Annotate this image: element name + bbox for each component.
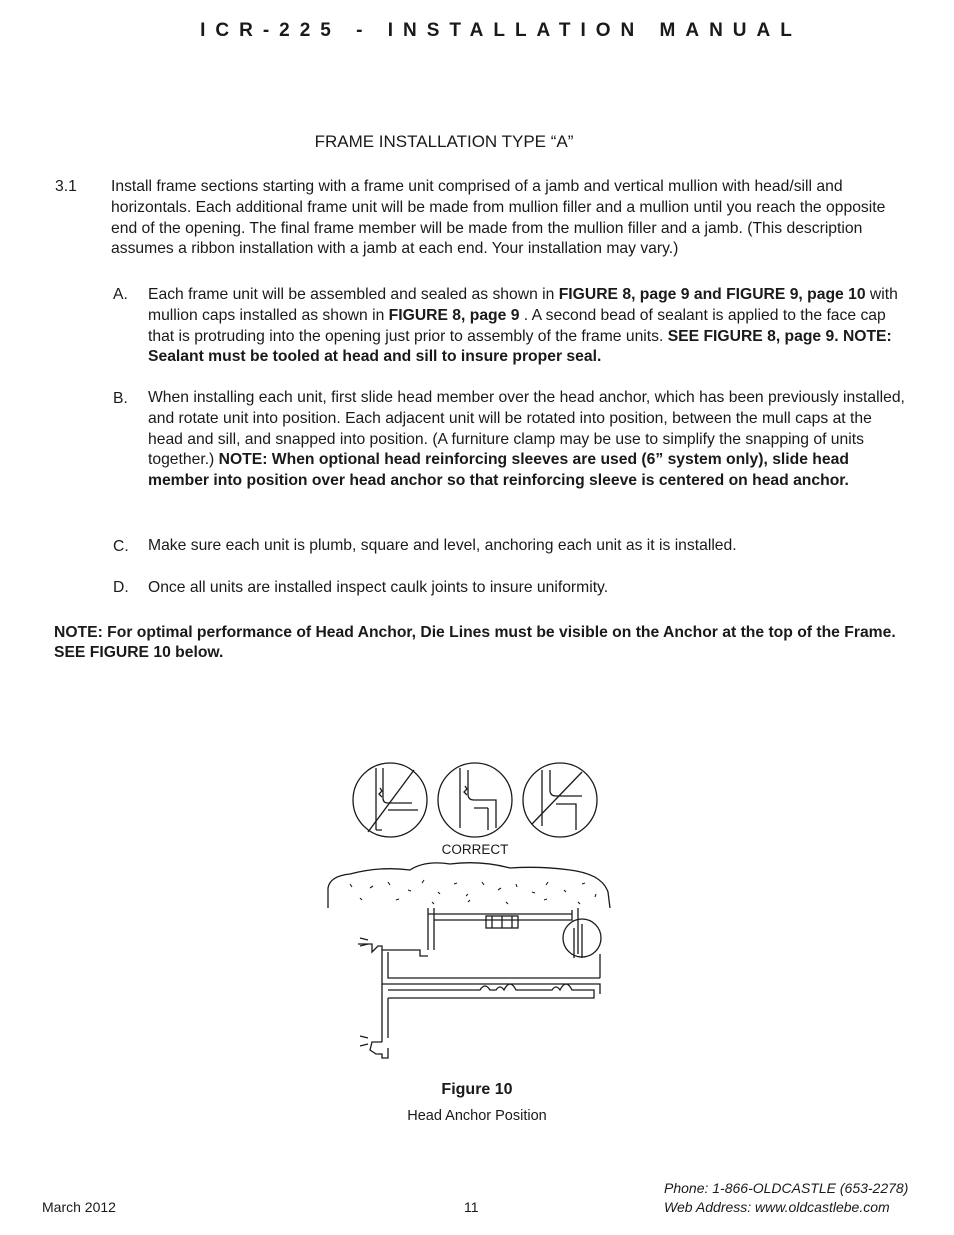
head-anchor-note: NOTE: For optimal performance of Head Anchor, Die Lines must be visible on the Anchor at the top of the Frame. SEE FIGURE 10 below. [54, 624, 896, 661]
head-anchor-figure [320, 758, 620, 1068]
section-intro: Install frame sections starting with a frame unit comprised of a jamb and vertical mullion with head/sill and horizontals. Each additional frame unit will be made from mullion filler and a mullion until you reach the opposite end of the opening. The final frame member will be made from the mullion filler and a jamb. (This description assumes a ribbon installation with a jamb at each end. Your installation may vary.) [111, 178, 886, 258]
section-title: FRAME INSTALLATION TYPE “A” [314, 132, 574, 151]
item-a-letter: A. [113, 286, 128, 303]
item-c-letter: C. [113, 538, 129, 555]
page-number: 11 [464, 1199, 479, 1215]
item-d-text: Once all units are installed inspect caulk joints to insure uniformity. [148, 579, 609, 596]
section-number: 3.1 [55, 178, 77, 195]
detail-incorrect-left [353, 763, 427, 837]
concrete-head [328, 863, 610, 908]
item-b-letter: B. [113, 390, 128, 407]
detail-correct [438, 763, 512, 837]
item-a-text: Each frame unit will be assembled and sealed as shown in FIGURE 8, page 9 and FIGURE 9, page 10 with mullion caps installed as shown in FIGURE 8, page 9 . A second bead of sealant is applied to the face cap that is protruding into the opening just prior to assembly of the frame units. SEE FIGURE 8, page 9. NOTE: Sealant must be tooled at head and sill to insure proper seal. [148, 286, 898, 366]
footer-phone: Phone: 1-866-OLDCASTLE (653-2278) [664, 1180, 909, 1196]
manual-header: ICR-225 - INSTALLATION MANUAL [200, 20, 802, 41]
correct-label: CORRECT [441, 842, 509, 857]
footer-date: March 2012 [42, 1199, 116, 1215]
detail-incorrect-right [523, 763, 597, 837]
item-c-text: Make sure each unit is plumb, square and level, anchoring each unit as it is installed. [148, 537, 737, 554]
item-d-letter: D. [113, 579, 129, 596]
frame-head-profile [358, 908, 601, 1058]
figure-title: Figure 10 [441, 1081, 513, 1098]
figure-caption: Head Anchor Position [407, 1108, 547, 1124]
footer-contact [664, 1179, 908, 1217]
footer-web: Web Address: www.oldcastlebe.com [664, 1199, 890, 1215]
item-b-text: When installing each unit, first slide head member over the head anchor, which has been previously installed, and rotate unit into position. Each adjacent unit will be rotated into position, between the mull caps at the head and sill, and snapped into position. (A furniture clamp may be use to simplify the snapping of units together.) NOTE: When optional head reinforcing sleeves are used (6” system only), slide head member into position over head anchor so that reinforcing sleeve is centered on head anchor. [148, 389, 905, 490]
